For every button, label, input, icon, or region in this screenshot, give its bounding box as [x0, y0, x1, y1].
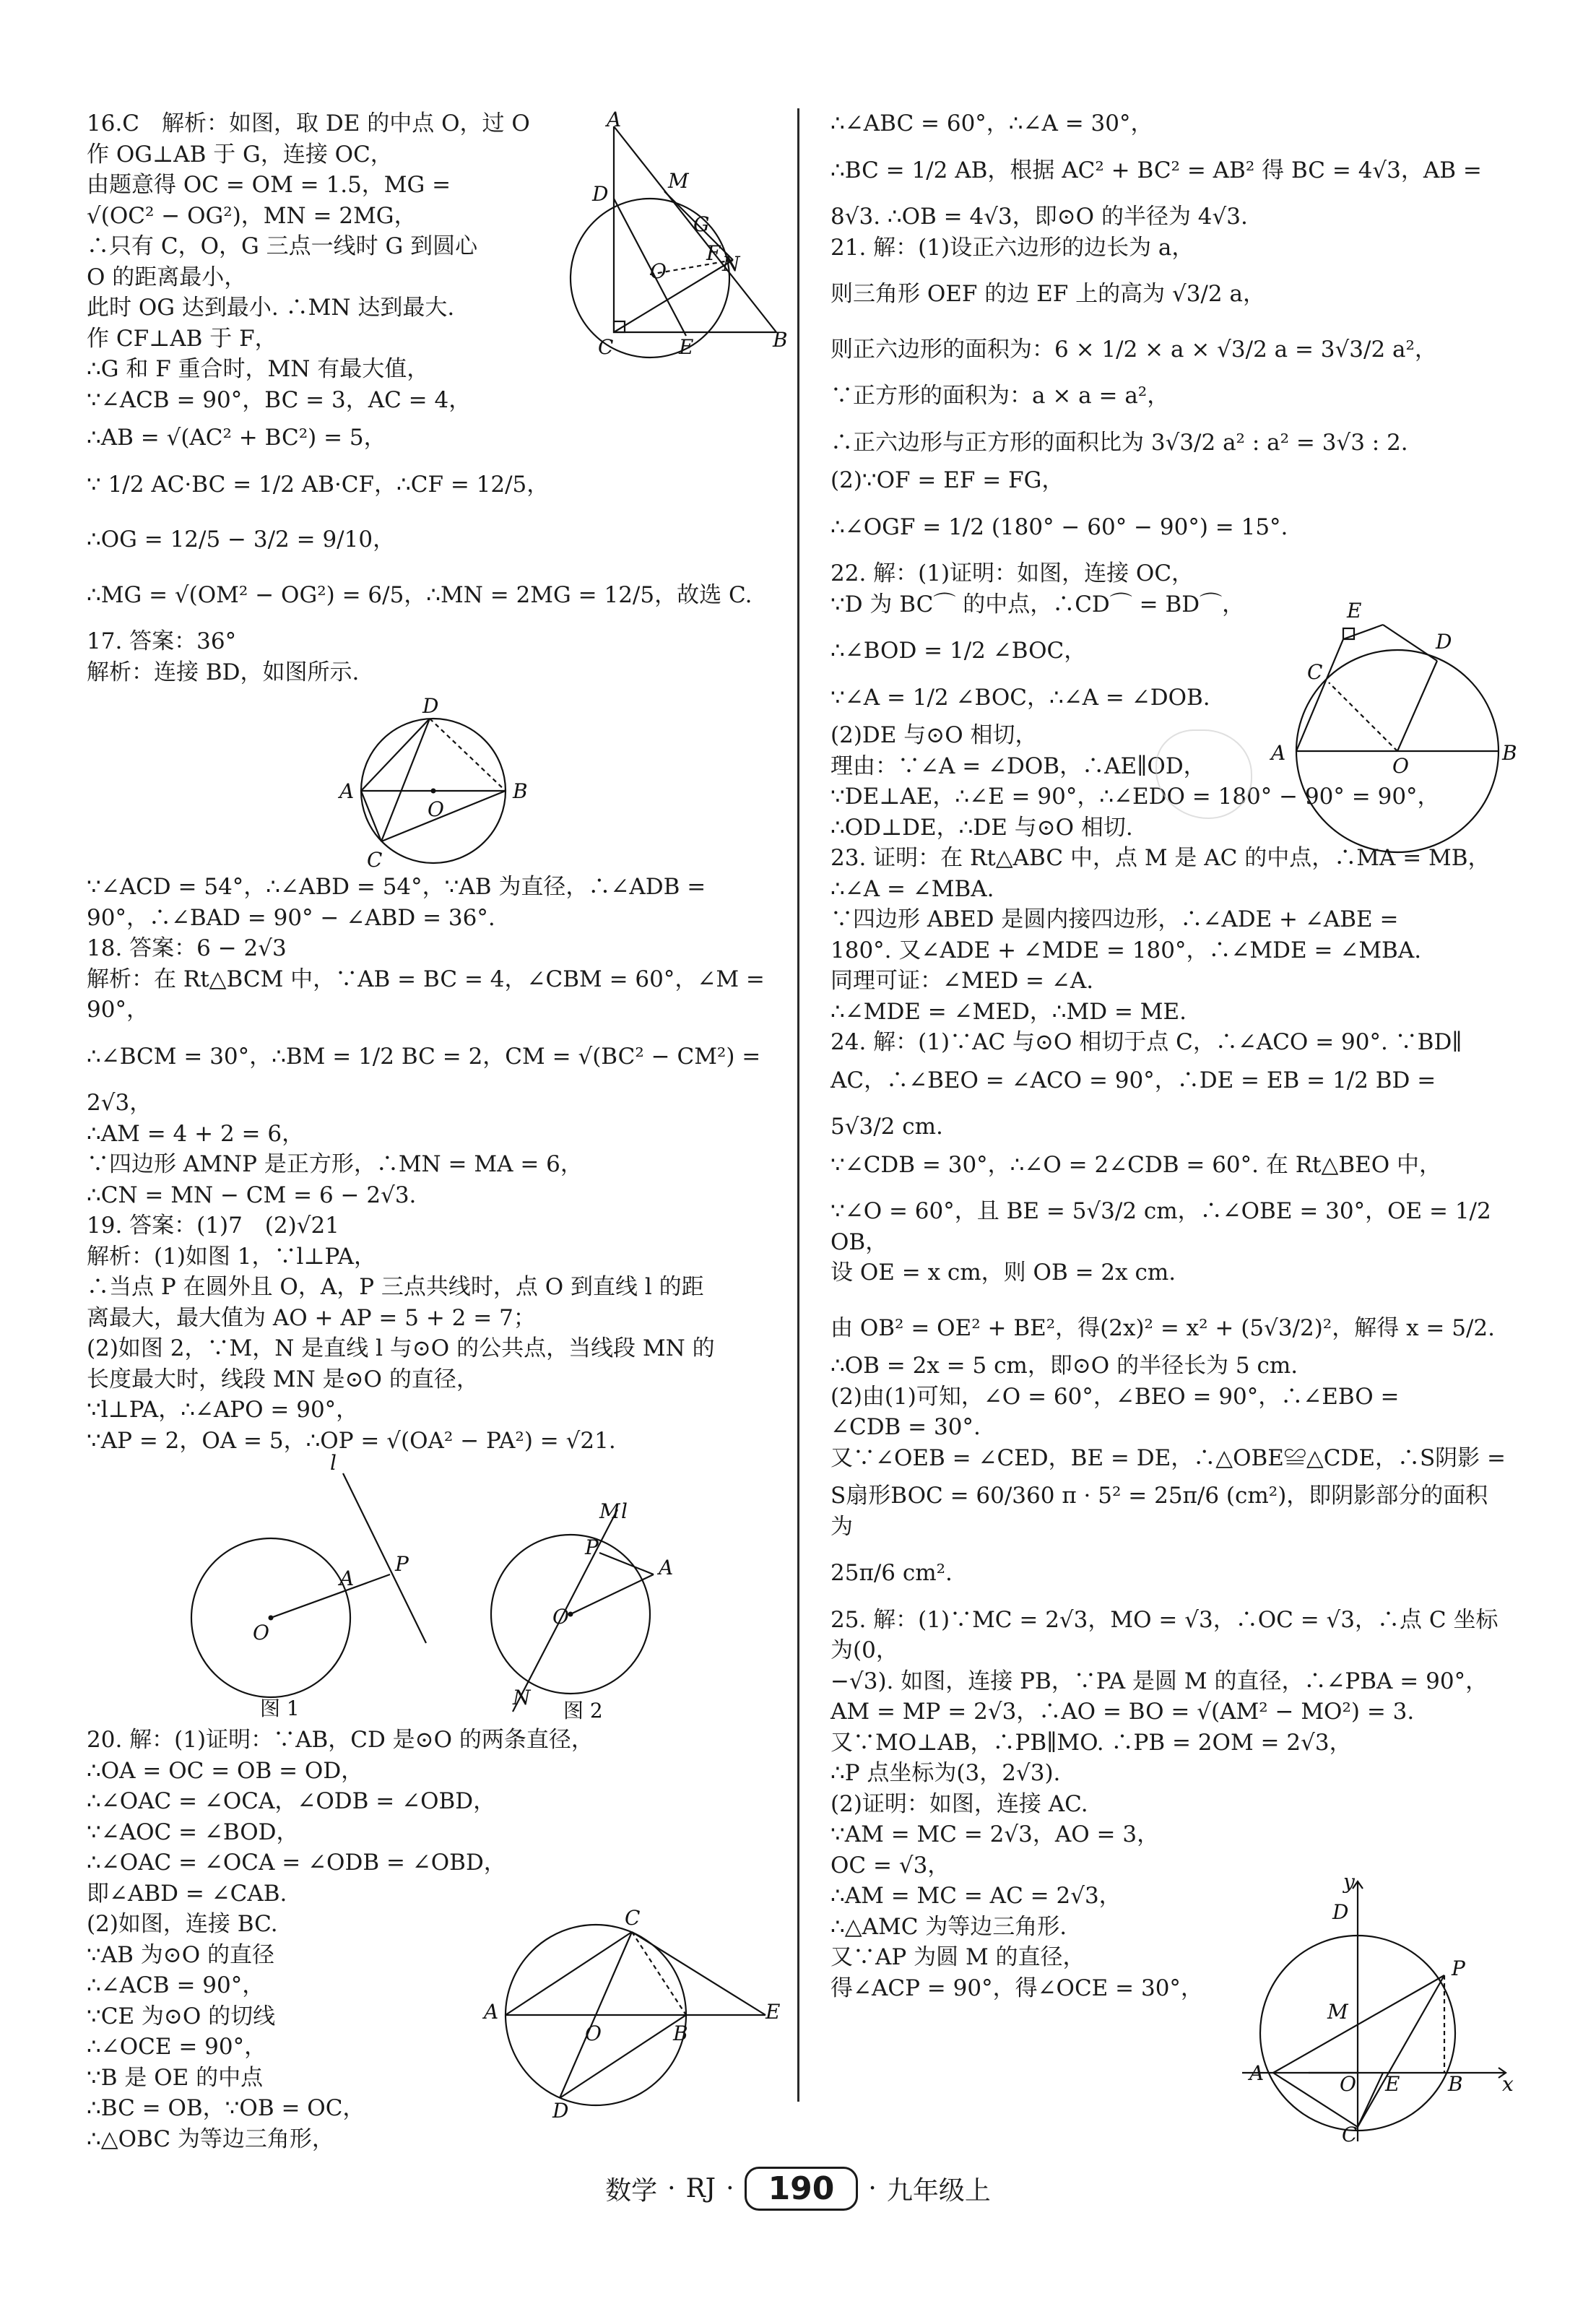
text-line: ∴OG = 12/5 − 3/2 = 9/10， [87, 526, 396, 552]
text-line: ∵四边形 ABED 是圆内接四边形，∴∠ADE + ∠ABE = [830, 906, 1399, 932]
text-line: −√3). 如图，连接 PB，∵PA 是圆 M 的直径，∴∠PBA = 90°， [830, 1668, 1488, 1694]
point-label: A [1271, 741, 1286, 765]
answer-heading: 21. 解：(1)设正六边形的边长为 a， [830, 234, 1194, 261]
text-line: ∵∠O = 60°，且 BE = 5√3/2 cm，∴∠OBE = 30°，OE = 1/2 OB， [830, 1198, 1499, 1255]
point-label: A [484, 2000, 499, 2024]
point-label: F [706, 241, 721, 265]
text-line: ∵∠A = 1/2 ∠BOC，∴∠A = ∠DOB. [830, 684, 1210, 711]
text-line: (2)如图 2，∵M，N 是直线 l 与⊙O 的公共点，当线段 MN 的 [87, 1335, 715, 1361]
text-line: ∴∠OAC = ∠OCA，∠ODB = ∠OBD， [87, 1788, 496, 1814]
point-label: O [650, 259, 667, 283]
text-line: OC = √3， [830, 1852, 950, 1878]
text-line: ∴CN = MN − CM = 6 − 2√3. [87, 1182, 417, 1208]
text-line: (2)由(1)可知，∠O = 60°，∠BEO = 90°，∴∠EBO = [830, 1383, 1400, 1410]
text-line: ∵四边形 AMNP 是正方形，∴MN = MA = 6， [87, 1151, 583, 1177]
text-line: √(OC² − OG²)，MN = 2MG， [87, 202, 417, 229]
text-line: ∴MG = √(OM² − OG²) = 6/5，∴MN = 2MG = 12/5，故选 C. [87, 581, 753, 608]
text-line: ∵正方形的面积为：a × a = a²， [830, 383, 1170, 409]
text-line: ∴∠A = ∠MBA. [830, 875, 994, 902]
point-label: A [1249, 2061, 1265, 2085]
figure-17 [339, 694, 534, 872]
text-line: (2)如图，连接 BC. [87, 1911, 278, 1937]
text-line: ∴BC = 1/2 AB，根据 AC² + BC² = AB² 得 BC = 4√3，AB = [830, 157, 1482, 183]
point-label: E [1385, 2072, 1400, 2096]
text-line: ∵∠AOC = ∠BOD， [87, 1819, 299, 1845]
footer-separator: · [667, 2173, 676, 2204]
point-label: C [625, 1906, 641, 1930]
text-line: 5√3/2 cm. [830, 1114, 943, 1140]
text-line: AC，∴∠BEO = ∠ACO = 90°，∴DE = EB = 1/2 BD = [830, 1067, 1436, 1093]
text-line: ∴∠ABC = 60°，∴∠A = 30°， [830, 110, 1153, 136]
text-line: 解析：(1)如图 1，∵l⊥PA， [87, 1243, 376, 1270]
point-label: D [422, 694, 439, 718]
text-line: 解析：在 Rt△BCM 中，∵AB = BC = 4，∠CBM = 60°，∠M = 90°， [87, 966, 772, 1023]
text-line: ∵∠ACD = 54°，∴∠ABD = 54°，∵AB 为直径，∴∠ADB = [87, 874, 706, 900]
text-line: ∴BC = OB，∵OB = OC， [87, 2095, 365, 2121]
answer-heading: 23. 证明：在 Rt△ABC 中，点 M 是 AC 的中点，∴MA = MB， [830, 845, 1491, 871]
answer-heading: 20. 解：(1)证明：∵AB，CD 是⊙O 的两条直径， [87, 1727, 594, 1753]
text-line: S扇形BOC = 60/360 π · 5² = 25π/6 (cm²)，即阴影部分的面积为 [830, 1483, 1488, 1540]
text-line: 8√3. ∴OB = 4√3，即⊙O 的半径为 4√3. [830, 204, 1248, 230]
text-line: ∵∠CDB = 30°，∴∠O = 2∠CDB = 60°. 在 Rt△BEO 中， [830, 1151, 1442, 1178]
point-label: O [428, 797, 444, 821]
point-label: C [598, 335, 614, 359]
text-line: (2)证明：如图，连接 AC. [830, 1790, 1088, 1817]
figure-19-1 [191, 1451, 451, 1722]
point-label: O [585, 2022, 602, 2045]
text-line: 由 OB² = OE² + BE²，得(2x)² = x² + (5√3/2)²，解得 x = 5/2. [830, 1314, 1495, 1341]
text-line: 180°. 又∠ADE + ∠MDE = 180°，∴∠MDE = ∠MBA. [830, 937, 1422, 963]
point-label: O [253, 1621, 269, 1644]
point-label: l [621, 1499, 628, 1523]
answer-heading: 19. 答案：(1)7 (2)√21 [87, 1213, 339, 1239]
text-line: ∵ 1/2 AC·BC = 1/2 AB·CF，∴CF = 12/5， [87, 471, 550, 498]
text-line: 16.C 解析：如图，取 DE 的中点 O，过 O [87, 110, 530, 136]
text-line: ∵l⊥PA，∴∠APO = 90°， [87, 1397, 359, 1423]
point-label: P [395, 1552, 409, 1576]
text-line: ∴AM = 4 + 2 = 6， [87, 1120, 305, 1147]
point-label: D [1436, 630, 1452, 654]
text-line: AM = MP = 2√3，∴AO = BO = √(AM² − MO²) = 3. [830, 1699, 1415, 1725]
point-label: N [722, 252, 740, 276]
point-label: O [552, 1605, 569, 1629]
text-line: 90°，∴∠BAD = 90° − ∠ABD = 36°. [87, 904, 495, 931]
point-label: E [679, 335, 694, 359]
point-label: C [367, 848, 383, 872]
page-number: 190 [745, 2167, 859, 2211]
figure-caption: 图 1 [260, 1696, 300, 1720]
text-line: 又∵AP 为圆 M 的直径， [830, 1944, 1085, 1970]
figure-20 [469, 1907, 787, 2123]
text-line: 作 OG⊥AB 于 G，连接 OC， [87, 141, 393, 168]
figure-25 [1242, 1870, 1517, 2149]
point-label: A [607, 108, 622, 131]
text-line: 理由：∵∠A = ∠DOB，∴AE∥OD， [830, 753, 1206, 779]
point-label: B [513, 779, 528, 803]
point-label: A [339, 779, 355, 803]
figure-caption: 图 2 [563, 1699, 603, 1722]
text-line: O 的距离最小， [87, 264, 247, 290]
text-line: ∴P 点坐标为(3，2√3). [830, 1760, 1061, 1786]
footer-grade: 九年级上 [886, 2175, 991, 2206]
point-label: B [773, 328, 788, 352]
text-line: ∴正六边形与正方形的面积比为 3√3/2 a² : a² = 3√3 : 2. [830, 429, 1408, 456]
text-line: 又∵∠OEB = ∠CED，BE = DE，∴△OBE≌△CDE，∴S阴影 = [830, 1444, 1506, 1471]
point-label: N [513, 1686, 531, 1710]
text-line: ∵DE⊥AE，∴∠E = 90°，∴∠EDO = 180° − 90° = 90°， [830, 784, 1440, 810]
point-label: y [1343, 1870, 1355, 1894]
text-line: (2)DE 与⊙O 相切， [830, 722, 1038, 748]
text-line: 作 CF⊥AB 于 F， [87, 325, 277, 352]
point-label: G [693, 212, 710, 236]
point-label: B [1448, 2072, 1463, 2096]
text-line: 长度最大时，线段 MN 是⊙O 的直径， [87, 1366, 479, 1392]
column-divider [797, 108, 799, 2102]
point-label: O [1392, 754, 1409, 778]
left-column [87, 108, 787, 2154]
point-label: D [552, 2099, 569, 2123]
footer-separator: · [726, 2173, 734, 2204]
answer-heading: 18. 答案：6 − 2√3 [87, 935, 287, 961]
point-label: C [1342, 2123, 1358, 2146]
text-line: 得∠ACP = 90°，得∠OCE = 30°， [830, 1975, 1203, 2001]
text-line: 解析：连接 BD，如图所示. [87, 659, 360, 685]
answer-heading: 17. 答案：36° [87, 628, 237, 654]
text-line: (2)∵OF = EF = FG， [830, 467, 1064, 493]
point-label: C [1307, 660, 1323, 684]
text-line: ∴∠MDE = ∠MED，∴MD = ME. [830, 998, 1187, 1025]
text-line: ∴G 和 F 重合时，MN 有最大值， [87, 356, 430, 382]
figure-19-2 [491, 1499, 722, 1722]
footer-edition: RJ [685, 2173, 716, 2204]
text-line: ∠CDB = 30°. [830, 1414, 981, 1440]
point-label: M [599, 1499, 620, 1523]
point-label: A [339, 1566, 355, 1590]
text-line: ∴AM = MC = AC = 2√3， [830, 1883, 1122, 1909]
text-line: ∴△OBC 为等边三角形， [87, 2126, 334, 2152]
point-label: P [1452, 1956, 1465, 1980]
text-line: 由题意得 OC = OM = 1.5，MG = [87, 172, 451, 198]
figure-16 [578, 108, 794, 359]
point-label: P [585, 1535, 599, 1559]
answer-heading: 22. 解：(1)证明：如图，连接 OC， [830, 560, 1194, 586]
text-line: ∴∠BOD = 1/2 ∠BOC， [830, 638, 1087, 664]
text-line: 设 OE = x cm，则 OB = 2x cm. [830, 1260, 1176, 1286]
answer-heading: 24. 解：(1)∵AC 与⊙O 相切于点 C，∴∠ACO = 90°. ∵BD∥ [830, 1029, 1462, 1055]
text-line: 又∵MO⊥AB，∴PB∥MO. ∴PB = 2OM = 2√3， [830, 1729, 1352, 1756]
text-line: ∴OD⊥DE，∴DE 与⊙O 相切. [830, 814, 1133, 841]
figure-22 [1271, 592, 1517, 867]
point-label: B [673, 2022, 688, 2045]
point-label: D [592, 182, 609, 206]
text-line: 则正六边形的面积为：6 × 1/2 × a × √3/2 a = 3√3/2 a²， [830, 336, 1437, 363]
footer-separator: · [868, 2173, 877, 2204]
point-label: x [1502, 2072, 1514, 2096]
text-line: ∴∠OCE = 90°， [87, 2034, 267, 2060]
text-line: ∴AB = √(AC² + BC²) = 5， [87, 425, 386, 451]
point-label: O [1340, 2072, 1356, 2096]
text-line: 同理可证：∠MED = ∠A. [830, 968, 1094, 994]
text-line: 即∠ABD = ∠CAB. [87, 1880, 287, 1907]
point-label: D [1332, 1900, 1349, 1924]
text-line: ∵B 是 OE 的中点 [87, 2064, 264, 2091]
point-label: B [1502, 741, 1517, 765]
point-label: M [1327, 2000, 1348, 2024]
point-label: E [1347, 599, 1362, 623]
text-line: ∵AM = MC = 2√3，AO = 3， [830, 1821, 1160, 1847]
text-line: ∴∠OGF = 1/2 (180° − 60° − 90°) = 15°. [830, 514, 1288, 540]
text-line: ∴∠ACB = 90°， [87, 1972, 265, 1998]
text-line: 则三角形 OEF 的边 EF 上的高为 √3/2 a， [830, 281, 1265, 307]
point-label: E [766, 2000, 781, 2024]
text-line: 离最大，最大值为 AO + AP = 5 + 2 = 7； [87, 1304, 536, 1331]
text-line: ∴OA = OC = OB = OD， [87, 1757, 364, 1784]
text-line: ∵AB 为⊙O 的直径 [87, 1941, 274, 1968]
text-line: ∴OB = 2x = 5 cm，即⊙O 的半径长为 5 cm. [830, 1353, 1298, 1379]
text-line: ∴只有 C，O，G 三点一线时 G 到圆心 [87, 233, 478, 259]
text-line: ∴△AMC 为等边三角形. [830, 1913, 1067, 1940]
right-column [830, 108, 1509, 2003]
text-line: ∵D 为 BC⌒ 的中点，∴CD⌒ = BD⌒， [830, 591, 1245, 618]
text-line: ∴当点 P 在圆外且 O，A，P 三点共线时，点 O 到直线 l 的距 [87, 1274, 704, 1300]
text-line: 25π/6 cm². [830, 1560, 953, 1586]
text-line: ∵∠ACB = 90°，BC = 3，AC = 4， [87, 386, 472, 413]
text-line: ∴∠OAC = ∠OCA = ∠ODB = ∠OBD， [87, 1850, 506, 1876]
point-label: A [659, 1556, 674, 1580]
text-line: ∵AP = 2，OA = 5，∴OP = √(OA² − PA²) = √21. [87, 1427, 616, 1454]
text-line: ∵CE 为⊙O 的切线 [87, 2003, 276, 2029]
point-label: l [330, 1451, 337, 1475]
text-line: 2√3， [87, 1090, 152, 1116]
footer-subject: 数学 [605, 2175, 658, 2206]
point-label: M [668, 169, 689, 193]
answer-heading: 25. 解：(1)∵MC = 2√3，MO = √3，∴OC = √3，∴点 C 坐标为(0， [830, 1606, 1499, 1663]
text-line: ∴∠BCM = 30°，∴BM = 1/2 BC = 2，CM = √(BC² − CM²) = [87, 1043, 761, 1070]
page-footer [0, 2156, 1596, 2221]
text-line: 此时 OG 达到最小. ∴MN 达到最大. [87, 295, 455, 321]
